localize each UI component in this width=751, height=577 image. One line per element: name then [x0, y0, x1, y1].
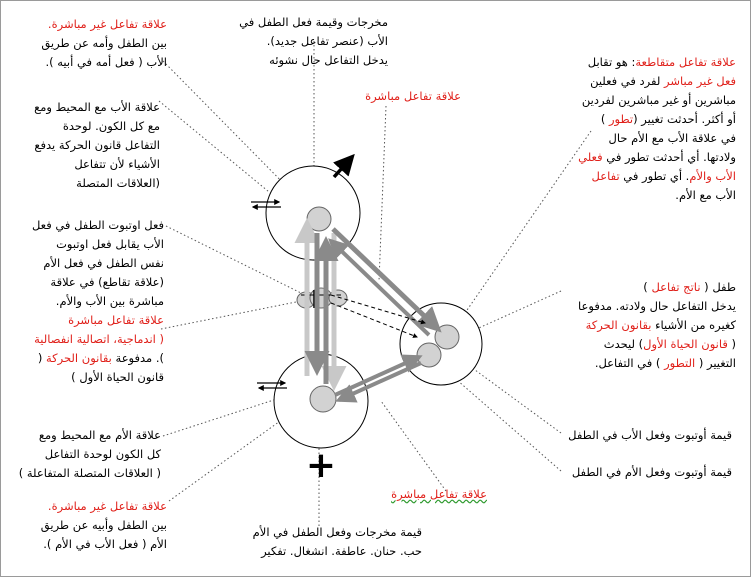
- note-child-output-mother: قيمة مخرجات وفعل الطفل في الأم حب. حنان. عاطفة. انشغال. تفكير: [252, 525, 422, 558]
- father-core: [307, 207, 331, 231]
- mother-core: [310, 386, 336, 412]
- note-direct-left: علاقة تفاعل مباشرة ( اندماجية، اتصالية انفصالية ). مدفوعة بقانون الحركة ( قانون الحياة الأول ): [34, 313, 164, 384]
- note-value-mother: قيمة أوتبوت وفعل الأم في الطفل: [571, 465, 732, 479]
- note-cross-interaction: علاقة تفاعل متقاطعة: هو تقابل فعل غير مباشر لفرد في فعلين مباشرين أو غير مباشرين لفردين أو أكثر. أحدثت تغيير (تطور ) في علاقة الأب مع الأم حال ولادتها. أي أحدثت تطور في فعلي الأب والأم. أي تطور في تفاعل الأب مع الأم.: [578, 55, 736, 202]
- child-core-father: [435, 325, 459, 349]
- note-child-autobot: فعل اوتبوت الطفل في فعل الأب يقابل فعل اوتبوت نفس الطفل في فعل الأم (علاقة تقاطع) في علاقة مباشرة بين الأب والأم.: [31, 218, 164, 308]
- note-indirect-father: علاقة تفاعل غير مباشرة. بين الطفل وأمه عن طريق الأب ( فعل أمه في أبيه ).: [41, 17, 167, 69]
- arrow-father-to-child: [333, 229, 438, 329]
- note-child-product: طفل ( ناتج تفاعل ) يدخل التفاعل حال ولادته. مدفوعا كغيره من الأشياء بقانون الحركة ( قانون الحياة الأول) ليحدث التغيير ( التطور ) في التفاعل.: [578, 280, 736, 370]
- note-child-output-father: مخرجات وقيمة فعل الطفل في الأب (عنصر تفاعل جديد). يدخل التفاعل حال نشوئه: [239, 15, 388, 67]
- growth-arrow: [334, 157, 352, 177]
- note-indirect-mother: علاقة تفاعل غير مباشرة. بين الطفل وأبيه عن طريق الأم ( فعل الأب في الأم ).: [40, 499, 167, 551]
- note-direct-top: علاقة تفاعل مباشرة: [365, 89, 461, 103]
- plus-sign: +: [305, 445, 337, 486]
- note-value-father: قيمة أوتبوت وفعل الأب في الطفل: [568, 428, 732, 442]
- note-mother-environment: علاقة الأم مع المحيط ومع كل الكون لوحدة التفاعل ( العلاقات المتصلة المتفاعلة ): [18, 428, 161, 480]
- note-father-environment: علاقة الأب مع المحيط ومع مع كل الكون. لوحدة التفاعل قانون الحركة يدفع الأشياء لأن تتفاعل (العلاقات المتصلة: [34, 100, 160, 190]
- note-direct-bottom: علاقة تفاعل مباشرة: [391, 487, 487, 501]
